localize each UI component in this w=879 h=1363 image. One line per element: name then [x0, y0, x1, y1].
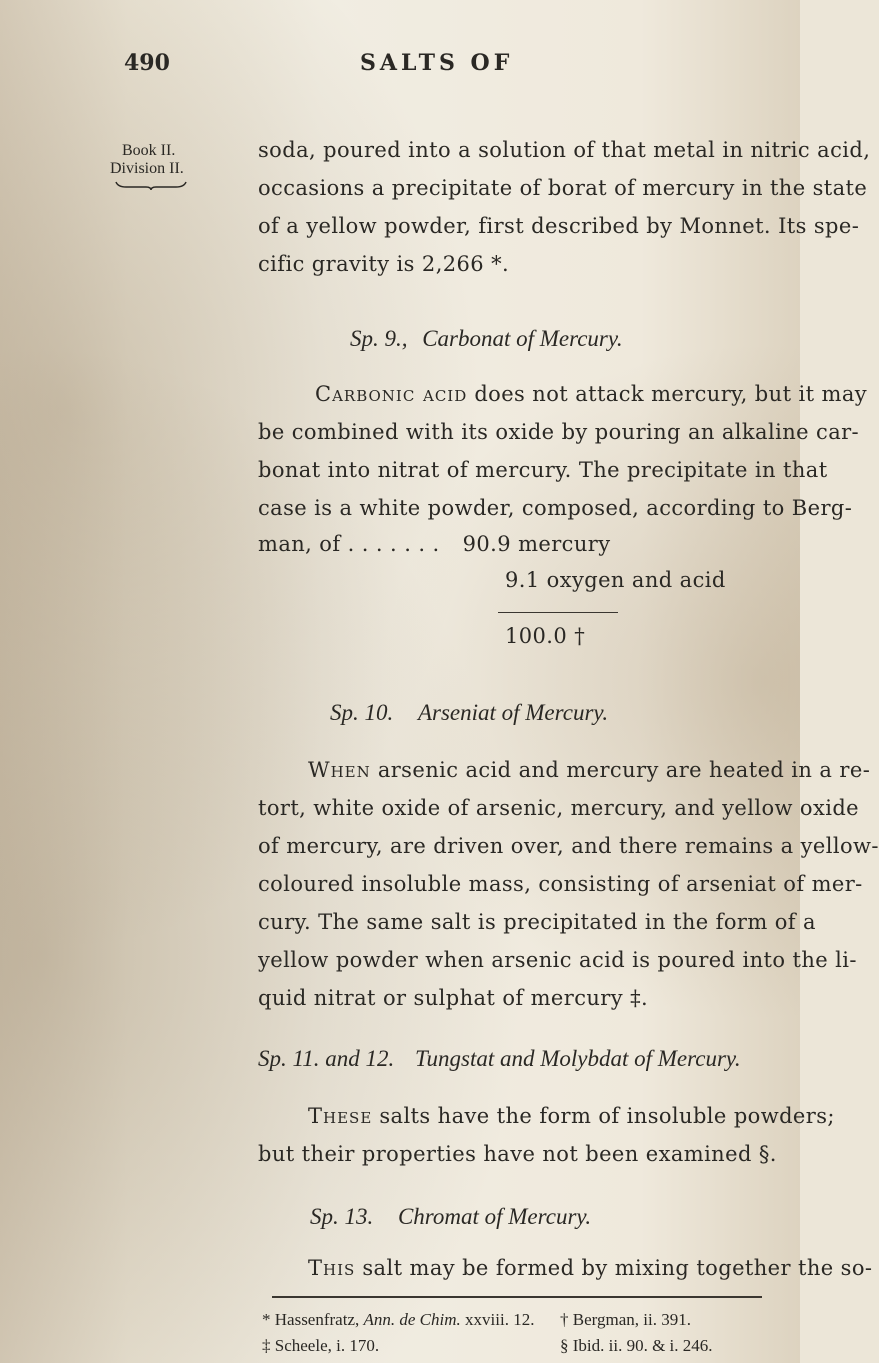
- footnote: [560, 1310, 691, 1330]
- text-line: [308, 1104, 835, 1128]
- footnote-author: Scheele, i. 170.: [274, 1336, 380, 1355]
- footnote: [262, 1310, 534, 1330]
- composition-value: 90.9 mercury: [462, 532, 611, 556]
- line-rest: does not attack mercury, but it may: [474, 382, 868, 406]
- section-heading: [350, 326, 623, 352]
- lead-words: This: [308, 1256, 356, 1280]
- composition-row: [258, 532, 610, 556]
- text-line: but their properties have not been examined §.: [258, 1142, 777, 1166]
- section-heading: [258, 1046, 741, 1072]
- text-line: tort, white oxide of arsenic, mercury, and yellow oxide: [258, 796, 860, 820]
- text-line: quid nitrat or sulphat of mercury ‡.: [258, 986, 649, 1010]
- composition-value: 9.1 oxygen and acid: [505, 568, 726, 592]
- text-line: cific gravity is 2,266 *.: [258, 252, 510, 276]
- margin-note: [110, 142, 184, 178]
- text-line: yellow powder when arsenic acid is poured into the li-: [258, 948, 857, 972]
- text-line: occasions a precipitate of borat of mercury in the state: [258, 176, 868, 200]
- text-line: cury. The same salt is precipitated in the form of a: [258, 910, 816, 934]
- footnote-rule: [272, 1296, 762, 1298]
- section-heading: [330, 700, 608, 726]
- section-title: Chromat of Mercury.: [397, 1204, 592, 1229]
- section-number: Sp. 9.,: [350, 326, 408, 351]
- page-number: 490: [124, 50, 170, 76]
- text-line: [315, 382, 867, 406]
- lead-words: These: [308, 1104, 373, 1128]
- composition-label: man, of . . . . . . .: [258, 532, 440, 556]
- footnote-text: Ibid. ii. 90. & i. 246.: [572, 1336, 713, 1355]
- line-rest: salt may be formed by mixing together the so-: [362, 1256, 873, 1280]
- line-rest: arsenic acid and mercury are heated in a re-: [377, 758, 871, 782]
- text-line: [308, 1256, 872, 1280]
- footnote-source: Ann. de Chim.: [363, 1310, 461, 1329]
- footnote-ref: xxviii. 12.: [465, 1310, 535, 1329]
- footnote-mark: †: [560, 1310, 573, 1329]
- footnote: [560, 1336, 713, 1356]
- text-line: bonat into nitrat of mercury. The precipitate in that: [258, 458, 828, 482]
- text-line: soda, poured into a solution of that metal in nitric acid,: [258, 138, 871, 162]
- text-line: [308, 758, 870, 782]
- line-rest: salts have the form of insoluble powders;: [379, 1104, 835, 1128]
- text-line: be combined with its oxide by pouring an alkaline car-: [258, 420, 860, 444]
- lead-words: When: [308, 758, 371, 782]
- margin-note-book: Book II.: [122, 142, 176, 159]
- composition-total: 100.0 †: [505, 624, 586, 648]
- text-line: coloured insoluble mass, consisting of arseniat of mer-: [258, 872, 863, 896]
- footnote: [262, 1336, 379, 1356]
- section-title: Carbonat of Mercury.: [422, 326, 623, 351]
- running-title: SALTS OF: [360, 50, 514, 76]
- footnote-mark: §: [560, 1336, 573, 1355]
- text-line: of mercury, are driven over, and there remains a yellow-: [258, 834, 879, 858]
- section-heading: [310, 1204, 591, 1230]
- footnote-text: Bergman, ii. 391.: [572, 1310, 691, 1329]
- footnote-mark: ‡: [262, 1336, 275, 1355]
- text-line: case is a white powder, composed, according to Berg-: [258, 496, 853, 520]
- sum-rule: [498, 612, 618, 613]
- lead-words: Carbonic acid: [315, 382, 468, 406]
- section-title: Tungstat and Molybdat of Mercury.: [414, 1046, 741, 1071]
- section-number: Sp. 13.: [310, 1204, 374, 1229]
- text-line: of a yellow powder, first described by Monnet. Its spe-: [258, 214, 860, 238]
- margin-brace-icon: [116, 182, 186, 190]
- footnote-author: Hassenfratz,: [274, 1310, 360, 1329]
- footnote-mark: *: [262, 1310, 275, 1329]
- section-number: Sp. 11. and 12.: [258, 1046, 395, 1071]
- section-number: Sp. 10.: [330, 700, 394, 725]
- section-title: Arseniat of Mercury.: [417, 700, 609, 725]
- margin-note-division: Division II.: [110, 160, 184, 177]
